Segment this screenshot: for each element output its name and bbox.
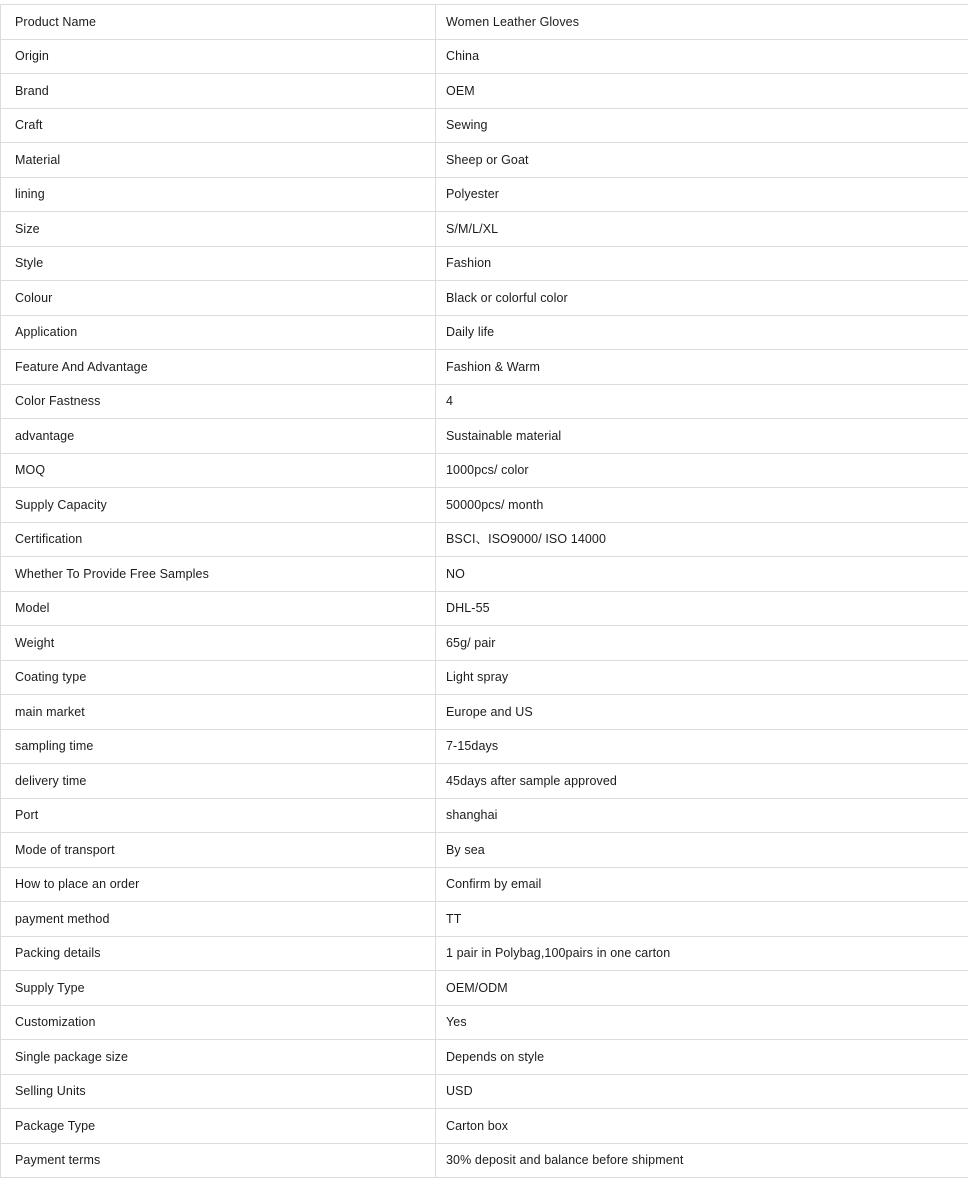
table-row [1,281,968,316]
table-row [1,902,968,937]
spec-value: DHL-55 [436,591,968,626]
spec-value: Depends on style [436,1040,968,1075]
table-row [1,764,968,799]
spec-value: Sheep or Goat [436,143,968,178]
spec-value: 65g/ pair [436,626,968,661]
spec-label: Port [1,798,436,833]
spec-label: Whether To Provide Free Samples [1,557,436,592]
spec-value: 50000pcs/ month [436,488,968,523]
table-row [1,419,968,454]
spec-label: Customization [1,1005,436,1040]
spec-label: Size [1,212,436,247]
spec-label: Origin [1,39,436,74]
table-row [1,315,968,350]
table-row [1,626,968,661]
spec-value: shanghai [436,798,968,833]
spec-value: 1 pair in Polybag,100pairs in one carton [436,936,968,971]
spec-label: Style [1,246,436,281]
spec-value: 7-15days [436,729,968,764]
table-row [1,350,968,385]
spec-label: Product Name [1,5,436,40]
spec-value: By sea [436,833,968,868]
spec-label: main market [1,695,436,730]
table-row [1,384,968,419]
spec-label: Coating type [1,660,436,695]
spec-label: Colour [1,281,436,316]
table-row [1,74,968,109]
table-row [1,971,968,1006]
spec-value: USD [436,1074,968,1109]
spec-label: sampling time [1,729,436,764]
table-row [1,1074,968,1109]
spec-value: Europe and US [436,695,968,730]
spec-label: Feature And Advantage [1,350,436,385]
spec-label: Weight [1,626,436,661]
table-row [1,1143,968,1178]
table-row [1,108,968,143]
spec-value: Light spray [436,660,968,695]
table-row [1,1040,968,1075]
table-row [1,522,968,557]
spec-value: Women Leather Gloves [436,5,968,40]
spec-label: Supply Type [1,971,436,1006]
spec-label: payment method [1,902,436,937]
spec-value: Sewing [436,108,968,143]
table-body [1,5,968,1178]
table-row [1,1005,968,1040]
table-row [1,1109,968,1144]
spec-label: Material [1,143,436,178]
table-row [1,488,968,523]
spec-value: 4 [436,384,968,419]
table-row [1,557,968,592]
spec-value: Sustainable material [436,419,968,454]
table-row [1,453,968,488]
spec-label: Packing details [1,936,436,971]
table-row [1,212,968,247]
spec-label: Payment terms [1,1143,436,1178]
table-row [1,798,968,833]
spec-value: 30% deposit and balance before shipment [436,1143,968,1178]
spec-label: Supply Capacity [1,488,436,523]
table-row [1,729,968,764]
spec-label: Mode of transport [1,833,436,868]
spec-value: S/M/L/XL [436,212,968,247]
spec-label: Brand [1,74,436,109]
spec-value: NO [436,557,968,592]
spec-value: TT [436,902,968,937]
spec-label: advantage [1,419,436,454]
spec-value: OEM/ODM [436,971,968,1006]
spec-label: delivery time [1,764,436,799]
table-row [1,591,968,626]
spec-value: 1000pcs/ color [436,453,968,488]
table-row [1,143,968,178]
spec-label: Color Fastness [1,384,436,419]
spec-label: How to place an order [1,867,436,902]
table-row [1,246,968,281]
spec-label: Selling Units [1,1074,436,1109]
spec-value: OEM [436,74,968,109]
table-row [1,5,968,40]
table-row [1,833,968,868]
spec-label: Craft [1,108,436,143]
spec-label: Package Type [1,1109,436,1144]
table-row [1,867,968,902]
spec-label: Application [1,315,436,350]
spec-value: China [436,39,968,74]
product-specification-table [0,4,968,1178]
spec-value: BSCI、ISO9000/ ISO 14000 [436,522,968,557]
spec-label: lining [1,177,436,212]
table-row [1,936,968,971]
spec-value: Confirm by email [436,867,968,902]
spec-value: Black or colorful color [436,281,968,316]
table-row [1,39,968,74]
spec-value: Yes [436,1005,968,1040]
spec-label: Single package size [1,1040,436,1075]
spec-value: Fashion [436,246,968,281]
spec-value: Carton box [436,1109,968,1144]
spec-value: 45days after sample approved [436,764,968,799]
table-row [1,660,968,695]
spec-label: MOQ [1,453,436,488]
spec-label: Certification [1,522,436,557]
spec-value: Polyester [436,177,968,212]
table-row [1,695,968,730]
spec-label: Model [1,591,436,626]
spec-value: Fashion & Warm [436,350,968,385]
spec-value: Daily life [436,315,968,350]
table-row [1,177,968,212]
